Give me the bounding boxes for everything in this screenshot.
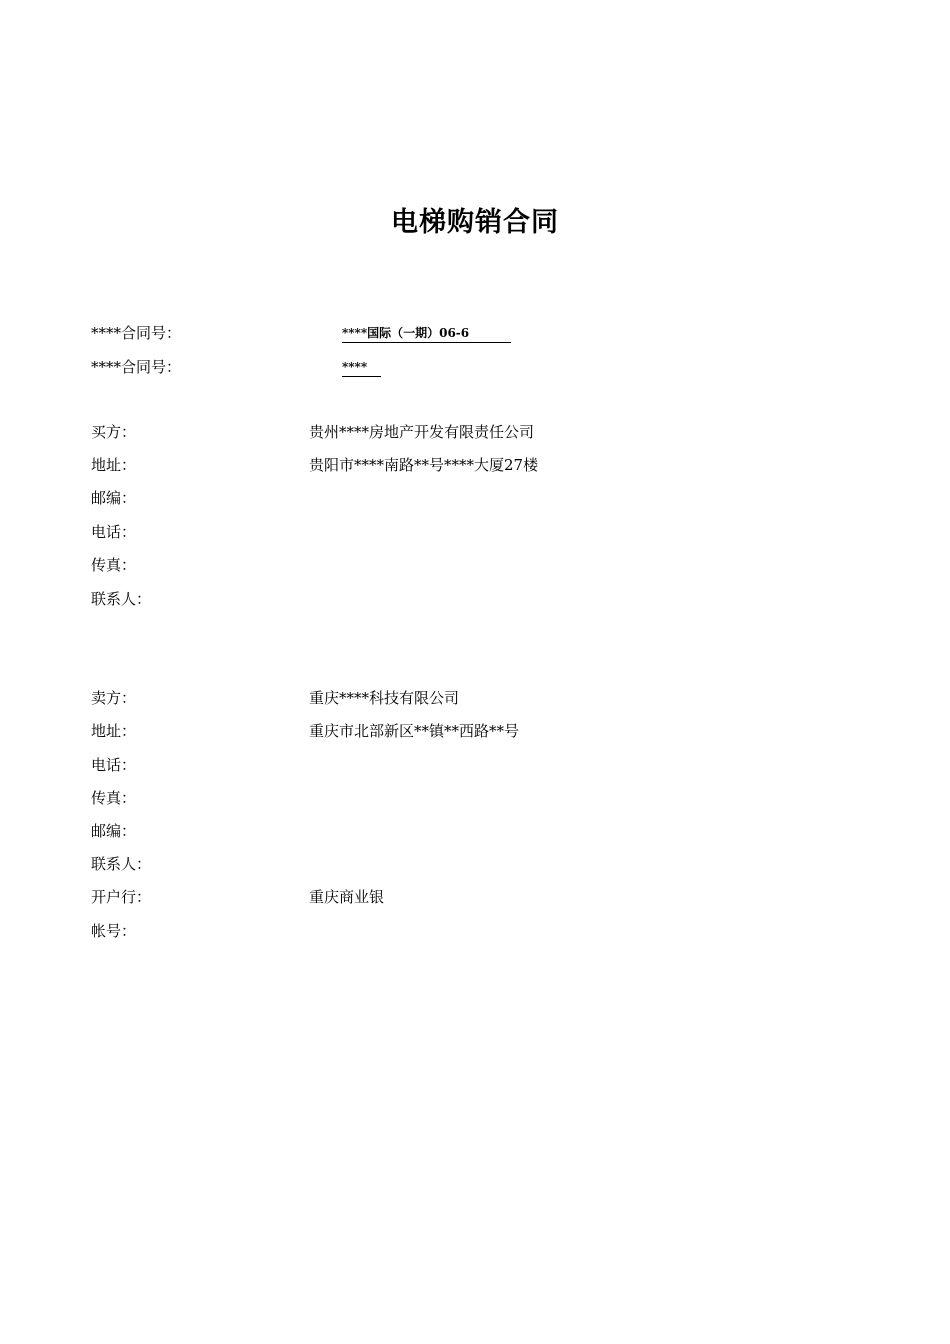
buyer-name: 贵州****房地产开发有限责任公司 xyxy=(309,423,535,441)
seller-address-label: 地址： xyxy=(91,722,137,740)
buyer-address-value: 贵阳市****南路**号****大厦27楼 xyxy=(309,456,539,474)
seller-account-label: 帐号： xyxy=(91,922,137,940)
seller-bank-label: 开户行： xyxy=(91,888,152,906)
seller-name: 重庆****科技有限公司 xyxy=(309,689,460,707)
seller-bank-value: 重庆商业银 xyxy=(309,888,385,906)
contract-number-label: ****合同号： xyxy=(91,324,182,342)
buyer-fax-label: 传真： xyxy=(91,556,137,574)
buyer-address-label: 地址： xyxy=(91,456,137,474)
buyer-phone-label: 电话： xyxy=(91,523,137,541)
seller-address-value: 重庆市北部新区**镇**西路**号 xyxy=(309,722,520,740)
buyer-postcode-label: 邮编： xyxy=(91,489,137,507)
buyer-label: 买方： xyxy=(91,423,137,441)
contract-number-value: ****国际（一期）06-6 xyxy=(342,324,511,343)
seller-fax-label: 传真： xyxy=(91,789,137,807)
buyer-contact-label: 联系人： xyxy=(91,590,152,608)
contract-number-value: **** xyxy=(342,358,381,377)
seller-label: 卖方： xyxy=(91,689,137,707)
document-title: 电梯购销合同 xyxy=(391,207,559,238)
seller-phone-label: 电话： xyxy=(91,756,137,774)
seller-contact-label: 联系人： xyxy=(91,855,152,873)
contract-number-label: ****合同号： xyxy=(91,358,182,376)
seller-postcode-label: 邮编： xyxy=(91,822,137,840)
